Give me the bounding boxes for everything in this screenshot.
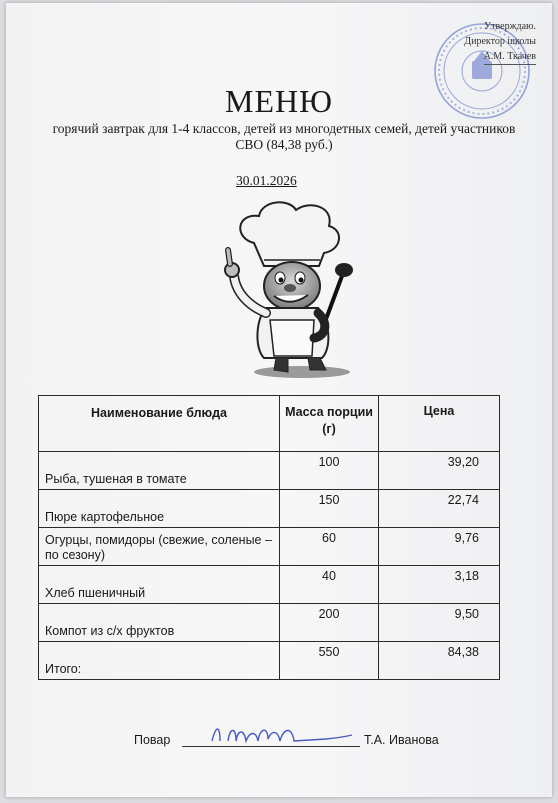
table-header-row	[39, 396, 500, 452]
dish-mass: 150	[280, 490, 379, 528]
chef-illustration-icon	[214, 198, 364, 383]
handwritten-signature	[206, 719, 356, 749]
page-title: МЕНЮ	[225, 83, 333, 119]
dish-mass: 100	[280, 452, 379, 490]
header-price: Цена	[379, 396, 500, 452]
approval-line-1: Утверждаю.	[484, 21, 536, 32]
header-portion-mass: Масса порции (г)	[280, 396, 379, 452]
total-row	[39, 642, 500, 680]
menu-date: 30.01.2026	[236, 173, 297, 188]
cook-label: Повар	[134, 733, 171, 747]
dish-price: 9,76	[379, 528, 500, 566]
dish-price: 3,18	[379, 566, 500, 604]
table-row	[39, 604, 500, 642]
approval-line-3: А.М. Ткачев	[484, 49, 536, 65]
dish-mass: 200	[280, 604, 379, 642]
dish-name: Огурцы, помидоры (свежие, соленые – по сезону)	[39, 528, 280, 566]
table-row	[39, 452, 500, 490]
table-row	[39, 528, 500, 566]
dish-price: 9,50	[379, 604, 500, 642]
dish-name: Хлеб пшеничный	[39, 566, 280, 604]
dish-price: 39,20	[379, 452, 500, 490]
cook-name: Т.А. Иванова	[364, 733, 439, 747]
approval-line-2: Директор школы	[464, 36, 536, 47]
table-row	[39, 490, 500, 528]
header-dish-name: Наименование блюда	[39, 396, 280, 452]
total-label: Итого:	[39, 642, 280, 680]
menu-sheet	[6, 3, 552, 797]
dish-mass: 40	[280, 566, 379, 604]
approval-block	[464, 19, 536, 65]
dish-name: Пюре картофельное	[39, 490, 280, 528]
total-price: 84,38	[379, 642, 500, 680]
dish-price: 22,74	[379, 490, 500, 528]
menu-table	[38, 395, 500, 680]
dish-name: Рыба, тушеная в томате	[39, 452, 280, 490]
dish-mass: 60	[280, 528, 379, 566]
menu-subtitle: горячий завтрак для 1-4 классов, детей из многодетных семей, детей участников СВО (84,38 руб.)	[52, 121, 516, 152]
dish-name: Компот из с/х фруктов	[39, 604, 280, 642]
total-mass: 550	[280, 642, 379, 680]
table-row	[39, 566, 500, 604]
